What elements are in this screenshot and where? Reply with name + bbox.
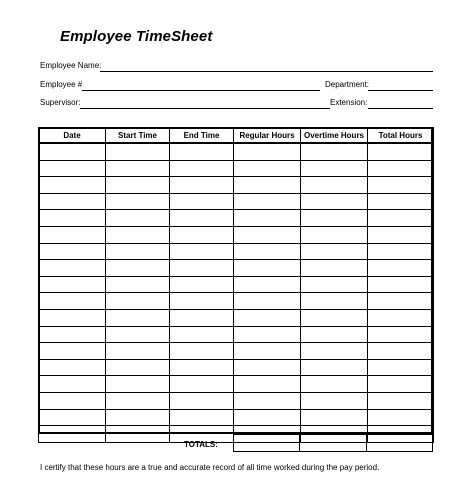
cell-end-time[interactable] — [170, 359, 234, 376]
cell-end-time[interactable] — [170, 343, 234, 360]
cell-start-time[interactable] — [106, 276, 170, 293]
table-row — [39, 243, 434, 260]
cell-overtime-hours[interactable] — [301, 309, 368, 326]
cell-start-time[interactable] — [106, 260, 170, 277]
cell-end-time[interactable] — [170, 193, 234, 210]
cell-regular-hours[interactable] — [234, 143, 301, 160]
cell-end-time[interactable] — [170, 160, 234, 177]
cell-overtime-hours[interactable] — [301, 226, 368, 243]
cell-date[interactable] — [39, 326, 106, 343]
cell-overtime-hours[interactable] — [301, 143, 368, 160]
cell-end-time[interactable] — [170, 326, 234, 343]
cell-end-time[interactable] — [170, 143, 234, 160]
table-row — [39, 276, 434, 293]
timesheet-table — [38, 127, 434, 443]
cell-total-hours[interactable] — [368, 343, 434, 360]
cell-start-time[interactable] — [106, 243, 170, 260]
column-header-overtime-hours: Overtime Hours — [301, 128, 368, 144]
cell-end-time[interactable] — [170, 243, 234, 260]
cell-date[interactable] — [39, 392, 106, 409]
cell-regular-hours[interactable] — [234, 177, 301, 194]
cell-date[interactable] — [39, 177, 106, 194]
totals-regular-hours-cell[interactable] — [233, 434, 300, 452]
totals-overtime-hours-cell[interactable] — [299, 434, 367, 452]
cell-total-hours[interactable] — [368, 177, 434, 194]
cell-total-hours[interactable] — [368, 376, 434, 393]
cell-overtime-hours[interactable] — [301, 160, 368, 177]
cell-end-time[interactable] — [170, 409, 234, 426]
cell-regular-hours[interactable] — [234, 243, 301, 260]
cell-regular-hours[interactable] — [234, 276, 301, 293]
table-row — [39, 392, 434, 409]
cell-overtime-hours[interactable] — [301, 326, 368, 343]
table-row — [39, 193, 434, 210]
cell-total-hours[interactable] — [368, 276, 434, 293]
employee-name-field[interactable] — [100, 71, 433, 72]
cell-start-time[interactable] — [106, 359, 170, 376]
department-field[interactable] — [368, 90, 433, 91]
cell-end-time[interactable] — [170, 376, 234, 393]
cell-overtime-hours[interactable] — [301, 359, 368, 376]
cell-end-time[interactable] — [170, 210, 234, 227]
cell-start-time[interactable] — [106, 160, 170, 177]
cell-start-time[interactable] — [106, 343, 170, 360]
certification-statement: I certify that these hours are a true and accurate record of all time worked during the pay period. — [40, 463, 380, 472]
table-row — [39, 343, 434, 360]
cell-total-hours[interactable] — [368, 160, 434, 177]
cell-date[interactable] — [39, 376, 106, 393]
column-header-date: Date — [39, 128, 106, 144]
cell-date[interactable] — [39, 426, 106, 443]
cell-total-hours[interactable] — [368, 309, 434, 326]
table-row — [39, 177, 434, 194]
cell-date[interactable] — [39, 260, 106, 277]
cell-date[interactable] — [39, 276, 106, 293]
cell-date[interactable] — [39, 193, 106, 210]
cell-end-time[interactable] — [170, 293, 234, 310]
supervisor-label: Supervisor: — [40, 98, 81, 107]
cell-overtime-hours[interactable] — [301, 293, 368, 310]
cell-overtime-hours[interactable] — [301, 376, 368, 393]
cell-overtime-hours[interactable] — [301, 409, 368, 426]
cell-start-time[interactable] — [106, 210, 170, 227]
cell-total-hours[interactable] — [368, 193, 434, 210]
cell-date[interactable] — [39, 143, 106, 160]
cell-regular-hours[interactable] — [234, 359, 301, 376]
cell-total-hours[interactable] — [368, 143, 434, 160]
supervisor-field[interactable] — [80, 108, 330, 109]
cell-total-hours[interactable] — [368, 293, 434, 310]
cell-end-time[interactable] — [170, 392, 234, 409]
table-row — [39, 293, 434, 310]
cell-start-time[interactable] — [106, 309, 170, 326]
table-row — [39, 376, 434, 393]
cell-regular-hours[interactable] — [234, 376, 301, 393]
table-row — [39, 326, 434, 343]
table-row — [39, 143, 434, 160]
column-header-total-hours: Total Hours — [368, 128, 434, 144]
totals-label: TOTALS: — [184, 440, 218, 449]
column-header-start-time: Start Time — [106, 128, 170, 144]
employee-number-field[interactable] — [82, 90, 320, 91]
cell-regular-hours[interactable] — [234, 260, 301, 277]
cell-start-time[interactable] — [106, 293, 170, 310]
cell-end-time[interactable] — [170, 309, 234, 326]
cell-start-time[interactable] — [106, 376, 170, 393]
cell-overtime-hours[interactable] — [301, 392, 368, 409]
extension-label: Extension: — [330, 98, 368, 107]
cell-date[interactable] — [39, 409, 106, 426]
cell-total-hours[interactable] — [368, 359, 434, 376]
cell-overtime-hours[interactable] — [301, 260, 368, 277]
cell-date[interactable] — [39, 243, 106, 260]
table-row — [39, 309, 434, 326]
table-row — [39, 359, 434, 376]
cell-date[interactable] — [39, 226, 106, 243]
cell-overtime-hours[interactable] — [301, 276, 368, 293]
cell-date[interactable] — [39, 343, 106, 360]
cell-end-time[interactable] — [170, 260, 234, 277]
table-row — [39, 210, 434, 227]
cell-start-time[interactable] — [106, 409, 170, 426]
cell-end-time[interactable] — [170, 276, 234, 293]
cell-regular-hours[interactable] — [234, 392, 301, 409]
cell-regular-hours[interactable] — [234, 226, 301, 243]
cell-total-hours[interactable] — [368, 260, 434, 277]
table-row — [39, 260, 434, 277]
cell-overtime-hours[interactable] — [301, 193, 368, 210]
cell-total-hours[interactable] — [368, 409, 434, 426]
cell-total-hours[interactable] — [368, 243, 434, 260]
cell-regular-hours[interactable] — [234, 193, 301, 210]
cell-start-time[interactable] — [106, 326, 170, 343]
cell-start-time[interactable] — [106, 193, 170, 210]
employee-number-label: Employee # — [40, 80, 83, 89]
cell-start-time[interactable] — [106, 143, 170, 160]
cell-overtime-hours[interactable] — [301, 243, 368, 260]
extension-field[interactable] — [368, 108, 433, 109]
cell-regular-hours[interactable] — [234, 326, 301, 343]
cell-overtime-hours[interactable] — [301, 210, 368, 227]
cell-start-time[interactable] — [106, 392, 170, 409]
cell-total-hours[interactable] — [368, 226, 434, 243]
cell-overtime-hours[interactable] — [301, 343, 368, 360]
totals-total-hours-cell[interactable] — [366, 434, 433, 452]
cell-date[interactable] — [39, 359, 106, 376]
cell-date[interactable] — [39, 160, 106, 177]
department-label: Department: — [325, 80, 370, 89]
timesheet-body — [39, 143, 434, 442]
cell-start-time[interactable] — [106, 177, 170, 194]
table-row — [39, 226, 434, 243]
cell-date[interactable] — [39, 210, 106, 227]
column-header-end-time: End Time — [170, 128, 234, 144]
cell-total-hours[interactable] — [368, 326, 434, 343]
cell-date[interactable] — [39, 293, 106, 310]
cell-regular-hours[interactable] — [234, 309, 301, 326]
document-title: Employee TimeSheet — [60, 28, 213, 45]
cell-start-time[interactable] — [106, 426, 170, 443]
cell-total-hours[interactable] — [368, 392, 434, 409]
table-row — [39, 160, 434, 177]
cell-regular-hours[interactable] — [234, 160, 301, 177]
cell-regular-hours[interactable] — [234, 293, 301, 310]
table-row — [39, 409, 434, 426]
cell-start-time[interactable] — [106, 226, 170, 243]
column-header-regular-hours: Regular Hours — [234, 128, 301, 144]
table-header-row — [39, 128, 434, 144]
cell-end-time[interactable] — [170, 226, 234, 243]
cell-date[interactable] — [39, 309, 106, 326]
cell-regular-hours[interactable] — [234, 343, 301, 360]
cell-total-hours[interactable] — [368, 210, 434, 227]
cell-regular-hours[interactable] — [234, 210, 301, 227]
employee-name-label: Employee Name: — [40, 61, 102, 70]
cell-end-time[interactable] — [170, 177, 234, 194]
cell-overtime-hours[interactable] — [301, 177, 368, 194]
cell-regular-hours[interactable] — [234, 409, 301, 426]
